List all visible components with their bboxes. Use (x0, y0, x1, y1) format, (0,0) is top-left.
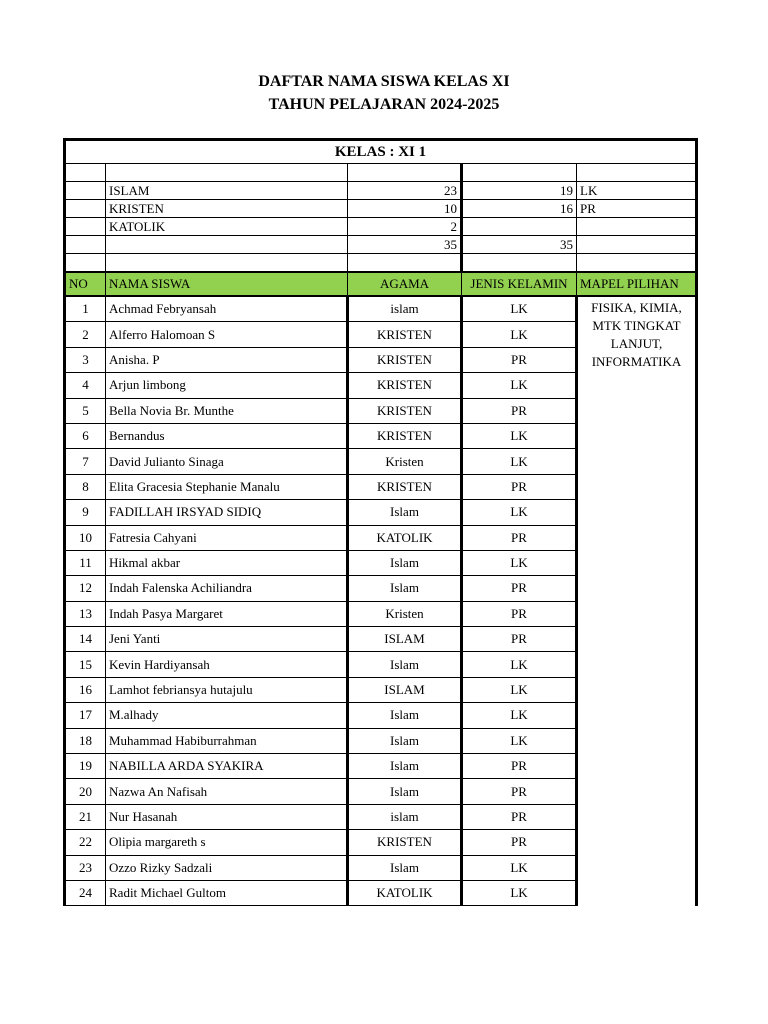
student-name: NABILLA ARDA SYAKIRA (106, 754, 348, 779)
summary-count: 23 (348, 182, 462, 200)
student-agama: KRISTEN (348, 474, 462, 499)
student-name: Lamhot febriansya hutajulu (106, 677, 348, 702)
student-no: 20 (65, 779, 106, 804)
summary-count: 2 (348, 218, 462, 236)
student-no: 13 (65, 601, 106, 626)
student-agama: Kristen (348, 449, 462, 474)
document-title: DAFTAR NAMA SISWA KELAS XI (258, 73, 510, 90)
student-name: Anisha. P (106, 347, 348, 372)
student-no: 18 (65, 728, 106, 753)
summary-gender: LK (577, 182, 697, 200)
summary-label: KATOLIK (106, 218, 348, 236)
student-no: 8 (65, 474, 106, 499)
student-name: Indah Falenska Achiliandra (106, 576, 348, 601)
student-jenis-kelamin: PR (462, 398, 577, 423)
student-name: Kevin Hardiyansah (106, 652, 348, 677)
student-no: 10 (65, 525, 106, 550)
mapel-pilihan: FISIKA, KIMIA, MTK TINGKAT LANJUT, INFORMATIKA (577, 296, 697, 906)
student-name: Hikmal akbar (106, 550, 348, 575)
student-jenis-kelamin: PR (462, 830, 577, 855)
student-no: 19 (65, 754, 106, 779)
student-jenis-kelamin: LK (462, 652, 577, 677)
student-agama: Islam (348, 754, 462, 779)
student-no: 15 (65, 652, 106, 677)
student-no: 16 (65, 677, 106, 702)
document-subtitle: TAHUN PELAJARAN 2024-2025 (268, 96, 500, 113)
student-no: 12 (65, 576, 106, 601)
student-name: Alferro Halomoan S (106, 322, 348, 347)
student-name: Fatresia Cahyani (106, 525, 348, 550)
student-agama: KRISTEN (348, 322, 462, 347)
student-jenis-kelamin: PR (462, 347, 577, 372)
summary-gender-count: 19 (462, 182, 577, 200)
student-agama: Islam (348, 703, 462, 728)
student-jenis-kelamin: PR (462, 601, 577, 626)
summary-gender: PR (577, 200, 697, 218)
summary-gender-count: 16 (462, 200, 577, 218)
student-no: 7 (65, 449, 106, 474)
student-jenis-kelamin: PR (462, 474, 577, 499)
student-no: 22 (65, 830, 106, 855)
summary-count: 10 (348, 200, 462, 218)
summary-total-row (65, 236, 697, 254)
summary-gender (577, 218, 697, 236)
summary-label (106, 236, 348, 254)
header-no: NO (65, 272, 106, 296)
student-table (63, 138, 698, 906)
class-title: KELAS : XI 1 (65, 140, 697, 164)
student-name: M.alhady (106, 703, 348, 728)
student-no: 1 (65, 296, 106, 322)
table-header (65, 272, 697, 296)
student-name: Bella Novia Br. Munthe (106, 398, 348, 423)
student-jenis-kelamin: LK (462, 423, 577, 448)
student-agama: KRISTEN (348, 423, 462, 448)
student-jenis-kelamin: LK (462, 550, 577, 575)
student-name: Indah Pasya Margaret (106, 601, 348, 626)
header-agama: AGAMA (348, 272, 462, 296)
student-name: Elita Gracesia Stephanie Manalu (106, 474, 348, 499)
student-no: 11 (65, 550, 106, 575)
student-jenis-kelamin: LK (462, 296, 577, 322)
student-no: 2 (65, 322, 106, 347)
student-jenis-kelamin: LK (462, 880, 577, 905)
header-nama: NAMA SISWA (106, 272, 348, 296)
student-agama: KRISTEN (348, 373, 462, 398)
student-agama: Islam (348, 500, 462, 525)
student-agama: KRISTEN (348, 398, 462, 423)
summary-row (65, 182, 697, 200)
student-jenis-kelamin: PR (462, 627, 577, 652)
student-agama: KATOLIK (348, 525, 462, 550)
summary-label: ISLAM (106, 182, 348, 200)
student-name: FADILLAH IRSYAD SIDIQ (106, 500, 348, 525)
summary-gender-count (462, 218, 577, 236)
student-no: 23 (65, 855, 106, 880)
student-jenis-kelamin: PR (462, 525, 577, 550)
student-name: Nur Hasanah (106, 804, 348, 829)
student-jenis-kelamin: LK (462, 449, 577, 474)
student-no: 21 (65, 804, 106, 829)
student-name: Arjun limbong (106, 373, 348, 398)
summary-row (65, 200, 697, 218)
header-mapel: MAPEL PILIHAN (577, 272, 697, 296)
summary-total: 35 (348, 236, 462, 254)
student-jenis-kelamin: LK (462, 728, 577, 753)
student-name: Nazwa An Nafisah (106, 779, 348, 804)
student-no: 5 (65, 398, 106, 423)
student-name: Muhammad Habiburrahman (106, 728, 348, 753)
student-no: 17 (65, 703, 106, 728)
student-agama: Islam (348, 779, 462, 804)
student-jenis-kelamin: LK (462, 703, 577, 728)
student-agama: Islam (348, 576, 462, 601)
student-jenis-kelamin: LK (462, 855, 577, 880)
student-no: 6 (65, 423, 106, 448)
summary-row (65, 218, 697, 236)
student-jenis-kelamin: PR (462, 779, 577, 804)
student-no: 9 (65, 500, 106, 525)
student-agama: KRISTEN (348, 830, 462, 855)
student-agama: ISLAM (348, 677, 462, 702)
table-row (65, 296, 697, 322)
student-name: Radit Michael Gultom (106, 880, 348, 905)
student-jenis-kelamin: LK (462, 322, 577, 347)
student-no: 14 (65, 627, 106, 652)
student-agama: ISLAM (348, 627, 462, 652)
student-jenis-kelamin: PR (462, 804, 577, 829)
student-name: Jeni Yanti (106, 627, 348, 652)
student-name: Bernandus (106, 423, 348, 448)
student-jenis-kelamin: LK (462, 373, 577, 398)
student-jenis-kelamin: LK (462, 500, 577, 525)
student-agama: Islam (348, 855, 462, 880)
student-agama: Islam (348, 728, 462, 753)
student-agama: Islam (348, 550, 462, 575)
header-jenis-kelamin: JENIS KELAMIN (462, 272, 577, 296)
student-no: 3 (65, 347, 106, 372)
student-agama: islam (348, 296, 462, 322)
student-no: 4 (65, 373, 106, 398)
student-name: Achmad Febryansah (106, 296, 348, 322)
student-jenis-kelamin: PR (462, 576, 577, 601)
student-name: David Julianto Sinaga (106, 449, 348, 474)
student-agama: Kristen (348, 601, 462, 626)
summary-gender (577, 236, 697, 254)
student-no: 24 (65, 880, 106, 905)
student-agama: KRISTEN (348, 347, 462, 372)
student-agama: islam (348, 804, 462, 829)
student-agama: Islam (348, 652, 462, 677)
student-name: Ozzo Rizky Sadzali (106, 855, 348, 880)
student-jenis-kelamin: LK (462, 677, 577, 702)
student-jenis-kelamin: PR (462, 754, 577, 779)
summary-gender-total: 35 (462, 236, 577, 254)
student-agama: KATOLIK (348, 880, 462, 905)
summary-label: KRISTEN (106, 200, 348, 218)
student-name: Olipia margareth s (106, 830, 348, 855)
